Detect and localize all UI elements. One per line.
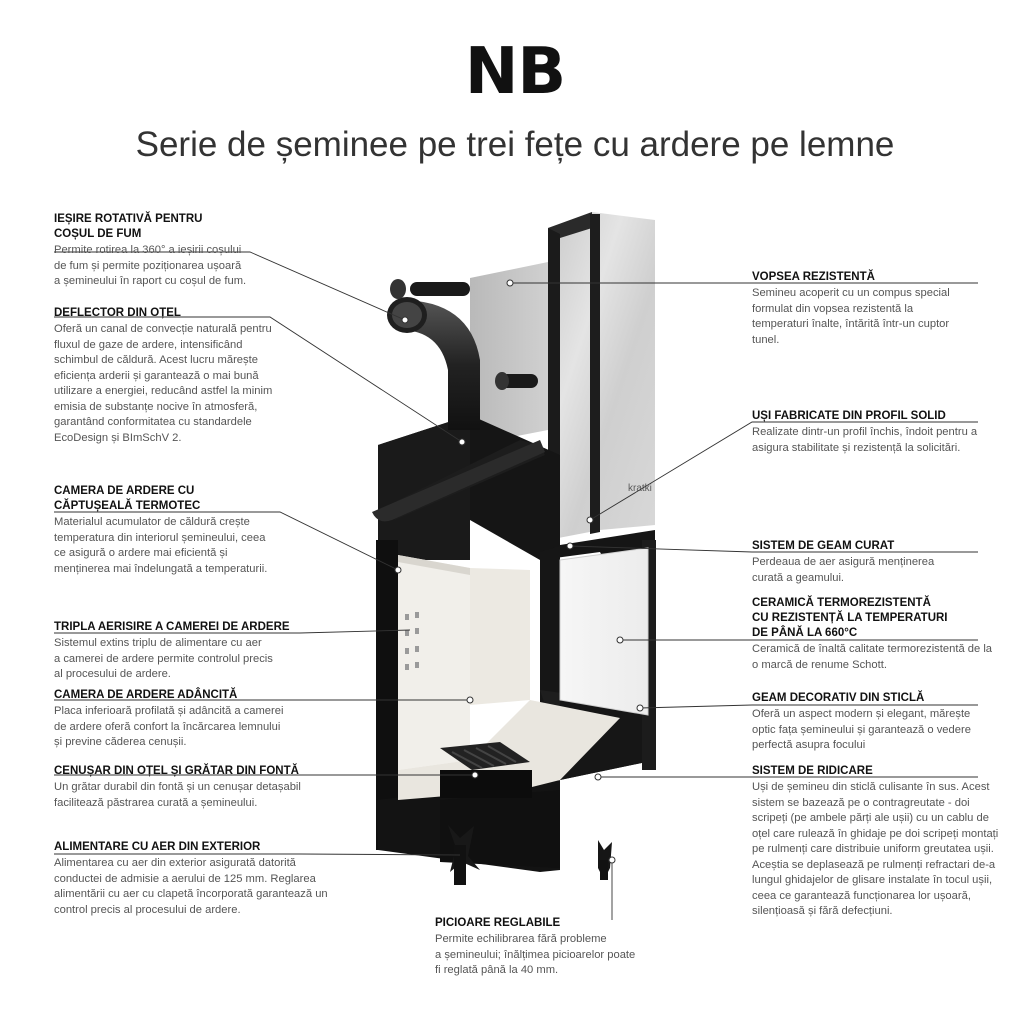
back-panel	[470, 262, 548, 445]
callout-heading: IEȘIRE ROTATIVĂ PENTRU COȘUL DE FUM	[54, 213, 203, 240]
callout-body: Oferă un aspect modern și elegant, mărește optic fața șemineului și garantează o vedere perfectă asupra focului	[752, 708, 971, 751]
callout-heading: ALIMENTARE CU AER DIN EXTERIOR	[54, 841, 261, 853]
callout-solid-profile-doors	[752, 409, 1012, 456]
callout-decorative-glass	[752, 691, 1012, 754]
callout-heading: UȘI FABRICATE DIN PROFIL SOLID	[752, 410, 946, 422]
callout-body: Placa inferioară profilată și adâncită a camerei de ardere oferă confort la încărcarea lemnului și previne căderea cenușii.	[54, 705, 284, 748]
callout-deep-firebox	[54, 688, 314, 751]
steel-casing	[548, 212, 655, 544]
callout-triple-ventilation	[54, 620, 314, 683]
callout-body: Oferă un canal de convecție naturală pentru fluxul de gaze de ardere, intensificând schimbul de căldură. Acest lucru mărește eficiența arderii și garantează o mai bună utilizare a energiei, reducând astfel la minim emisia de substanțe nocive în atmosferă, garantând conformitatea cu standardele EcoDesign și BImSchV 2.	[54, 323, 273, 444]
page-subtitle: Serie de șeminee pe trei fețe cu ardere pe lemne	[135, 125, 895, 164]
callout-heading: VOPSEA REZISTENTĂ	[752, 271, 875, 283]
callout-body: Alimentarea cu aer din exterior asigurată datorită conductei de admisie a aerului de 125 mm. Reglarea alimentării cu aer cu clapetă încorporată garantează un control precis al procesului de ardere.	[54, 857, 328, 916]
callout-body: Perdeaua de aer asigură menținerea curată a geamului.	[752, 556, 935, 584]
callout-body: Ceramică de înaltă calitate termorezistentă de la o marcă de renume Schott.	[752, 643, 993, 671]
callout-resistant-paint	[752, 270, 982, 348]
callout-body: Uși de șemineu din sticlă culisante în sus. Acest sistem se bazează pe o contragreutate - doi scripeți (pe ambele părți ale ușii) cu un cablu de oțel care rulează în ghidaje pe doi scripeți montați pe rulmenți care distribuie uniform greutatea ușii. Aceștia se deplasează pe rulmenți refractari de-a lungul ghidajelor de glisare instalate în tocul ușii, ceea ce garantează funcționarea lor ușoară, silențioasă și fără defecțiuni.	[752, 781, 999, 917]
callout-lifting-system	[752, 764, 1022, 920]
callout-heat-resistant-ceramic	[752, 596, 1012, 673]
callout-heading: CENUȘAR DIN OȚEL ȘI GRĂTAR DIN FONTĂ	[54, 765, 299, 777]
callout-body: Un grătar durabil din fontă și un cenușar detașabil facilitează păstrarea curată a șemineului.	[54, 781, 301, 809]
callout-ash-pan-grate	[54, 764, 334, 811]
callout-heading: SISTEM DE GEAM CURAT	[752, 540, 895, 552]
callout-thermotec-lining	[54, 484, 294, 577]
callout-body: Permite echilibrarea fără probleme a șemineului; înălțimea picioarelor poate fi reglată până la 40 mm.	[435, 933, 636, 976]
callout-body: Semineu acoperit cu un compus special formulat din vopsea rezistentă la temperaturi înalte, întărită într-un cuptor tunel.	[752, 287, 950, 346]
callout-adjustable-legs	[435, 916, 655, 979]
callout-heading: GEAM DECORATIV DIN STICLĂ	[752, 692, 925, 704]
callout-external-air	[54, 840, 354, 918]
callout-rotating-flue	[54, 212, 294, 290]
brand-mark: kratki	[628, 483, 652, 494]
callout-heading: TRIPLA AERISIRE A CAMEREI DE ARDERE	[54, 621, 290, 633]
callout-heading: CAMERA DE ARDERE ADÂNCITĂ	[54, 689, 238, 701]
callout-steel-deflector	[54, 306, 304, 446]
callout-heading: CAMERA DE ARDERE CU CĂPTUȘEALĂ TERMOTEC	[54, 485, 201, 512]
callout-body: Permite rotirea la 360° a ieșirii coșului de fum și permite poziționarea ușoară a șemineului în raport cu coșul de fum.	[54, 244, 247, 287]
callout-clean-glass-system	[752, 539, 992, 586]
page-title: NB	[464, 35, 566, 109]
callout-heading: SISTEM DE RIDICARE	[752, 765, 873, 777]
callout-heading: PICIOARE REGLABILE	[435, 917, 561, 929]
callout-heading: CERAMICĂ TERMOREZISTENTĂ CU REZISTENȚĂ LA TEMPERATURI DE PÂNĂ LA 660°C	[752, 597, 948, 639]
callout-body: Realizate dintr-un profil închis, îndoit pentru a asigura stabilitate și rezistență la solicitări.	[752, 426, 978, 454]
callout-body: Sistemul extins triplu de alimentare cu aer a camerei de ardere permite controlul precis al procesului de ardere.	[54, 637, 273, 680]
glass-door	[560, 548, 648, 715]
callout-heading: DEFLECTOR DIN OȚEL	[54, 307, 181, 319]
callout-body: Materialul acumulator de căldură crește temperatura din interiorul șemineului, ceea ce asigură o ardere mai eficientă și menținerea mai îndelungată a temperaturii.	[54, 516, 268, 575]
